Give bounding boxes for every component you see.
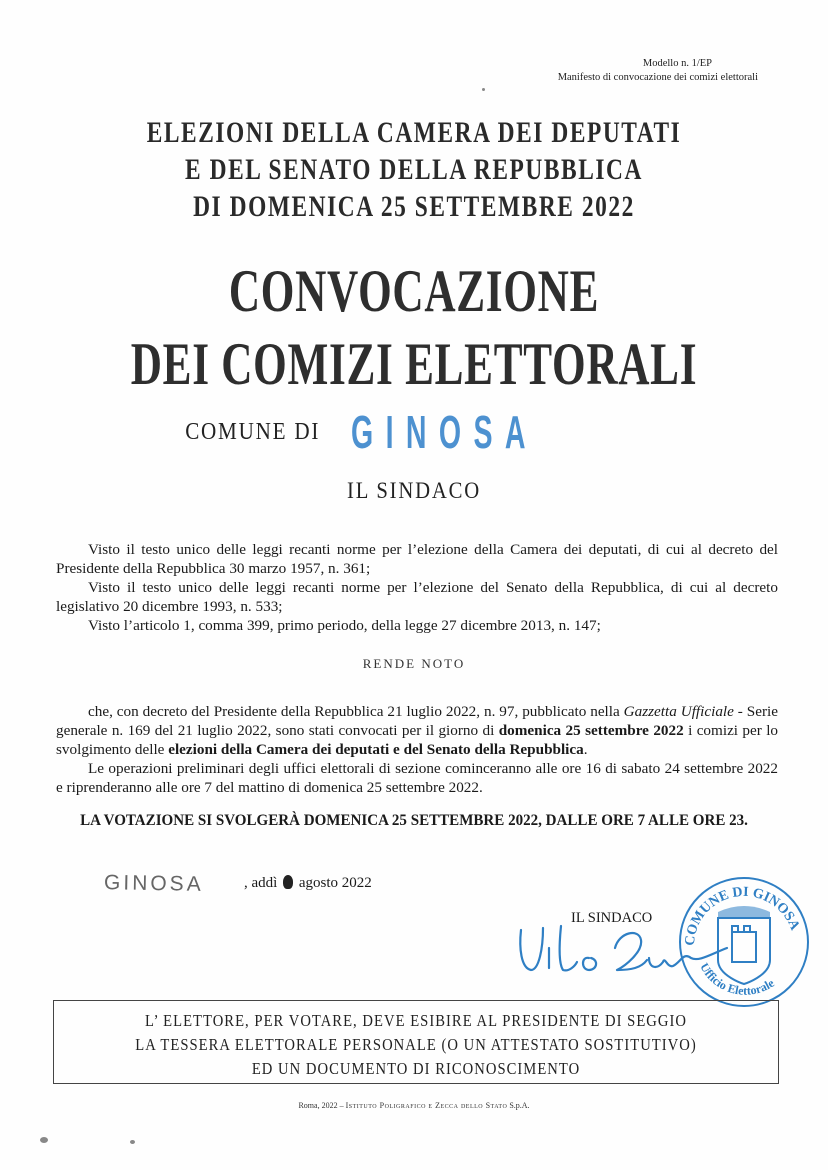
preamble-paragraph: Visto il testo unico delle leggi recanti norme per l’elezione del Senato della Repubblica, di cui al decreto legislativo 20 dicembre 1993, n. 533; (56, 579, 778, 615)
poster-title (116, 255, 712, 401)
scan-speck (40, 1137, 48, 1143)
text-run: - Serie generale n. 169 del 21 luglio 2022, sono stati convocati per il giorno di (56, 703, 778, 739)
authority-heading: IL SINDACO (347, 478, 481, 503)
seal-top-text: COMUNE DI GINOSA (682, 884, 803, 947)
scan-speck (482, 88, 485, 91)
header-line: DI DOMENICA 25 SETTEMBRE 2022 (193, 190, 635, 223)
scan-speck (130, 1140, 135, 1144)
footer-place-year: Roma, 2022 – (298, 1101, 344, 1110)
model-number: Modello n. 1/EP (642, 58, 712, 69)
rende-noto-heading: RENDE NOTO (362, 656, 466, 671)
municipality-line (0, 405, 828, 459)
municipality-label: COMUNE DI (184, 418, 320, 445)
elections-bold: elezioni della Camera dei deputati e del Senato della Repubblica (168, 741, 584, 758)
municipality-name-stamp: GINOSA (350, 406, 538, 458)
announcement-paragraph (56, 702, 778, 759)
signer-label: IL SINDACO (571, 910, 653, 926)
preamble (56, 540, 778, 635)
form-model-label (558, 57, 758, 85)
voter-requirements-box (53, 1000, 779, 1084)
notice-line: L’ ELETTORE, PER VOTARE, DEVE ESIBIRE AL PRESIDENTE DI SEGGIO (145, 1011, 687, 1030)
election-date-bold: domenica 25 settembre 2022 (498, 722, 684, 739)
gazette-name: Gazzetta Ufficiale (623, 703, 734, 720)
title-line: CONVOCAZIONE (228, 258, 600, 324)
date-prefix: , addì (244, 875, 278, 891)
footer-printer-suffix: S.p.A. (509, 1101, 530, 1110)
operations-paragraph: Le operazioni preliminari degli uffici elettorali di sezione cominceranno alle ore 16 di sabato 24 settembre 2022 e riprenderanno alle ore 7 del mattino di domenica 25 settembre 2022. (56, 760, 778, 796)
voting-hours-notice: LA VOTAZIONE SI SVOLGERÀ DOMENICA 25 SETTEMBRE 2022, DALLE ORE 7 ALLE ORE 23. (80, 812, 748, 829)
handwritten-day-mark (283, 875, 293, 889)
header-line: ELEZIONI DELLA CAMERA DEI DEPUTATI (146, 116, 682, 149)
seal-bottom-text: Ufficio Elettorale (697, 960, 777, 998)
election-header (91, 114, 737, 225)
svg-text:Ufficio Elettorale (697, 961, 777, 998)
office-seal (672, 872, 812, 1012)
title-line: DEI COMIZI ELETTORALI (130, 331, 698, 397)
text-run: che, con decreto del Presidente della Repubblica 21 luglio 2022, n. 97, pubblicato nella (88, 703, 624, 720)
issue-date (244, 875, 372, 892)
header-line: E DEL SENATO DELLA REPUBBLICA (185, 153, 643, 186)
place-stamp: GINOSA (103, 871, 204, 896)
date-suffix: agosto 2022 (298, 875, 372, 891)
printer-footer (0, 1101, 828, 1110)
model-description: Manifesto di convocazione dei comizi elettorali (557, 72, 758, 83)
text-run: i comizi per lo svolgimento delle (56, 722, 779, 758)
notice-line: LA TESSERA ELETTORALE PERSONALE (O UN ATTESTATO SOSTITUTIVO) (135, 1035, 697, 1054)
preamble-paragraph: Visto l’articolo 1, comma 399, primo periodo, della legge 27 dicembre 2013, n. 147; (88, 617, 601, 634)
footer-printer: Istituto Poligrafico e Zecca dello Stato (345, 1101, 508, 1110)
notice-line: ED UN DOCUMENTO DI RICONOSCIMENTO (251, 1059, 581, 1078)
announcement (56, 702, 778, 797)
preamble-paragraph: Visto il testo unico delle leggi recanti norme per l’elezione della Camera dei deputati, di cui al decreto del Presidente della Repubblica 30 marzo 1957, n. 361; (56, 541, 778, 577)
text-run: . (583, 741, 588, 758)
